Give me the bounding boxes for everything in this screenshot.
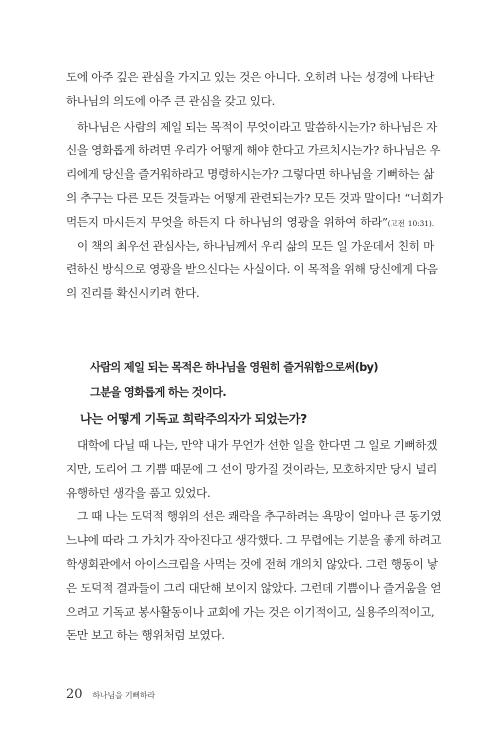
paragraph-2 bbox=[66, 116, 443, 235]
text-line-with-citation bbox=[66, 211, 434, 235]
text-line: 학생회관에서 아이스크림을 사먹는 것에 전혀 개의치 않았다. 그런 행동이 낳 bbox=[66, 556, 438, 571]
text-line: 하나님은 사람의 제일 되는 목적이 무엇이라고 말씀하시는가? 하나님은 자 bbox=[77, 119, 437, 134]
body-text-lower bbox=[66, 434, 442, 648]
key-statement-callout bbox=[90, 355, 420, 405]
text-line: 의 진리를 확신시키려 한다. bbox=[66, 286, 200, 301]
paragraph-4 bbox=[66, 434, 438, 505]
text-line: 돈만 보고 하는 행위처럼 보였다. bbox=[66, 628, 225, 643]
text-line: 지만, 도리어 그 기쁨 때문에 그 선이 망가질 것이라는, 모호하지만 당시 널리 bbox=[66, 461, 437, 476]
text-line: 은 도덕적 결과들이 그리 대단해 보이지 않았다. 그런데 기쁨이나 즐거움을 얻 bbox=[66, 580, 442, 595]
text-line: 하나님의 의도에 아주 큰 관심을 갖고 있다. bbox=[66, 93, 275, 108]
paragraph-1 bbox=[66, 66, 434, 114]
text-line: 리에게 당신을 즐거워하라고 명령하시는가? 그렇다면 하나님을 기뻐하는 삶 bbox=[66, 167, 434, 182]
text-line: 먹든지 마시든지 무엇을 하든지 다 하나님의 영광을 위하여 하라” bbox=[66, 214, 388, 229]
paragraph-3 bbox=[66, 235, 438, 306]
text-line: 느냐에 따라 그 가치가 작아진다고 생각했다. 그 무렵에는 기분을 좋게 하려고 bbox=[66, 533, 442, 548]
callout-line: 그분을 영화롭게 하는 것이다. bbox=[90, 386, 227, 399]
running-book-title: 하나님을 기뻐하라 bbox=[92, 691, 155, 700]
text-line: 의 추구는 다른 모든 것들과는 어떻게 관련되는가? 모든 것과 말이다! “너희가 bbox=[66, 190, 443, 205]
text-line: 련하신 방식으로 영광을 받으신다는 사실이다. 이 목적을 위해 당신에게 다음 bbox=[66, 262, 438, 277]
text-line: 도에 아주 깊은 관심을 가지고 있는 것은 아니다. 오히려 나는 성경에 나타난 bbox=[66, 70, 434, 84]
bible-reference: (고전 10:31). bbox=[387, 218, 434, 228]
text-line: 유행하던 생각을 품고 있었다. bbox=[66, 485, 211, 500]
callout-line: 사람의 제일 되는 목적은 하나님을 영원히 즐거워함으로써(by) bbox=[90, 361, 378, 374]
page-footer bbox=[66, 687, 155, 702]
page-number: 20 bbox=[66, 687, 83, 702]
text-line: 신을 영화롭게 하려면 우리가 어떻게 해야 한다고 가르치시는가? 하나님은 우 bbox=[66, 143, 441, 158]
text-line: 이 책의 최우선 관심사는, 하나님께서 우리 삶의 모든 일 가운데서 친히 마 bbox=[77, 238, 434, 253]
body-text-upper bbox=[66, 66, 443, 306]
text-line: 으려고 기독교 봉사활동이나 교회에 가는 것은 이기적이고, 실용주의적이고, bbox=[66, 604, 435, 619]
paragraph-5 bbox=[66, 505, 442, 648]
section-heading: 나는 어떻게 기독교 희락주의자가 되었는가? bbox=[80, 412, 307, 426]
text-line: 그 때 나는 도덕적 행위의 선은 쾌락을 추구하려는 욕망이 얼마나 큰 동기였 bbox=[77, 509, 442, 524]
text-line: 대학에 다닐 때 나는, 만약 내가 무언가 선한 일을 한다면 그 일로 기뻐하겠 bbox=[77, 438, 438, 452]
